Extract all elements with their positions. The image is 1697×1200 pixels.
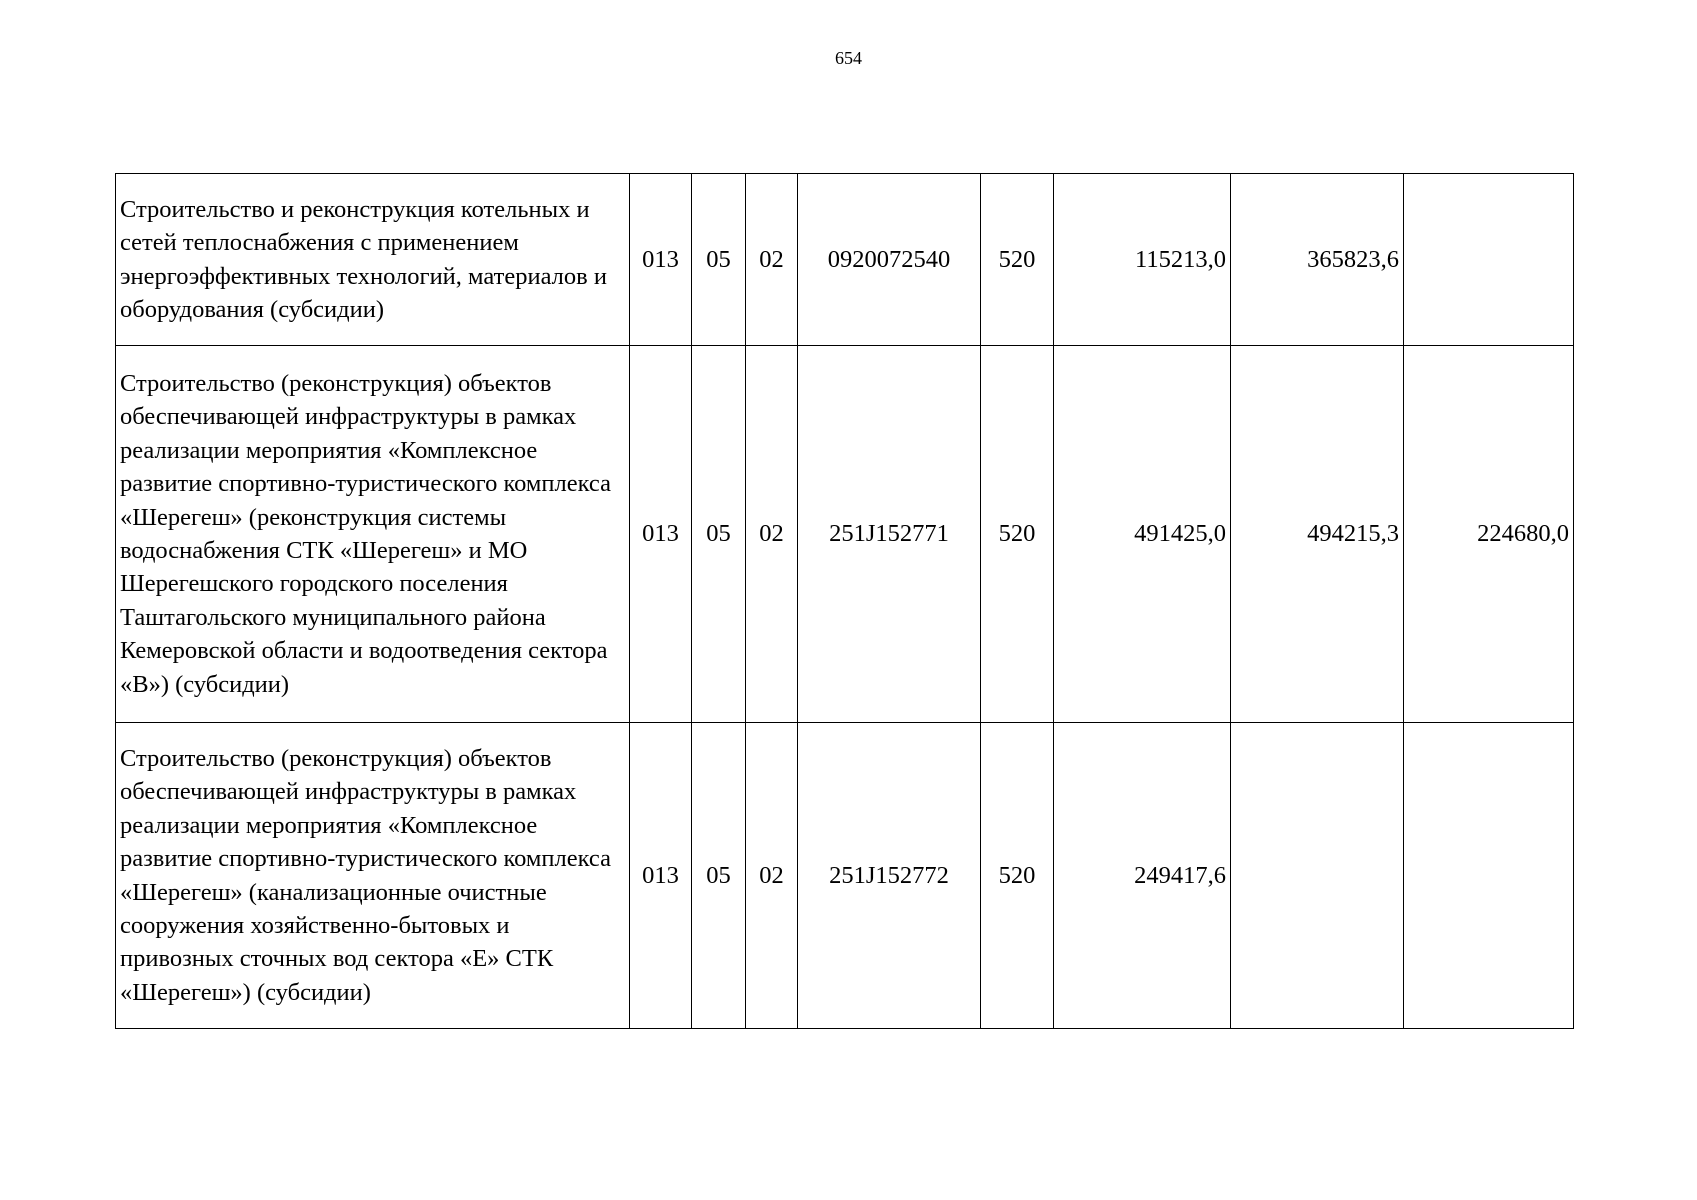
expense-name-cell: Строительство и реконструкция котельных и сетей теплоснабжения с применением энергоэффективных технологий, материалов и оборудования (субсидии)	[116, 174, 630, 346]
expense-name-cell: Строительство (реконструкция) объектов обеспечивающей инфраструктуры в рамках реализации мероприятия «Комплексное развитие спортивно-туристического комплекса «Шерегеш» (реконструкция системы водоснабжения СТК «Шерегеш» и МО Шерегешского городского поселения Таштагольского муниципального района Кемеровской области и водоотведения сектора «В») (субсидии)	[116, 346, 630, 723]
amount-2-cell: 365823,6	[1231, 174, 1404, 346]
expense-type-cell: 520	[981, 346, 1054, 723]
expense-type-cell: 520	[981, 174, 1054, 346]
section-code-cell: 05	[692, 174, 746, 346]
table-row	[116, 346, 1574, 723]
section-code-cell: 05	[692, 346, 746, 723]
amount-1-cell: 249417,6	[1054, 723, 1231, 1029]
target-article-cell: 251J152771	[798, 346, 981, 723]
page-number: 654	[835, 48, 862, 68]
ministry-code-cell: 013	[630, 346, 692, 723]
table-row	[116, 174, 1574, 346]
subsection-code-cell: 02	[746, 723, 798, 1029]
amount-2-cell	[1231, 723, 1404, 1029]
amount-2-cell: 494215,3	[1231, 346, 1404, 723]
target-article-cell: 251J152772	[798, 723, 981, 1029]
amount-3-cell	[1404, 174, 1574, 346]
table-row	[116, 723, 1574, 1029]
amount-1-cell: 491425,0	[1054, 346, 1231, 723]
expense-type-cell: 520	[981, 723, 1054, 1029]
ministry-code-cell: 013	[630, 723, 692, 1029]
amount-3-cell: 224680,0	[1404, 346, 1574, 723]
ministry-code-cell: 013	[630, 174, 692, 346]
amount-3-cell	[1404, 723, 1574, 1029]
target-article-cell: 0920072540	[798, 174, 981, 346]
section-code-cell: 05	[692, 723, 746, 1029]
amount-1-cell: 115213,0	[1054, 174, 1231, 346]
budget-table	[115, 173, 1574, 1029]
subsection-code-cell: 02	[746, 346, 798, 723]
subsection-code-cell: 02	[746, 174, 798, 346]
expense-name-cell: Строительство (реконструкция) объектов обеспечивающей инфраструктуры в рамках реализации мероприятия «Комплексное развитие спортивно-туристического комплекса «Шерегеш» (канализационные очистные сооружения хозяйственно-бытовых и привозных сточных вод сектора «Е» СТК «Шерегеш») (субсидии)	[116, 723, 630, 1029]
